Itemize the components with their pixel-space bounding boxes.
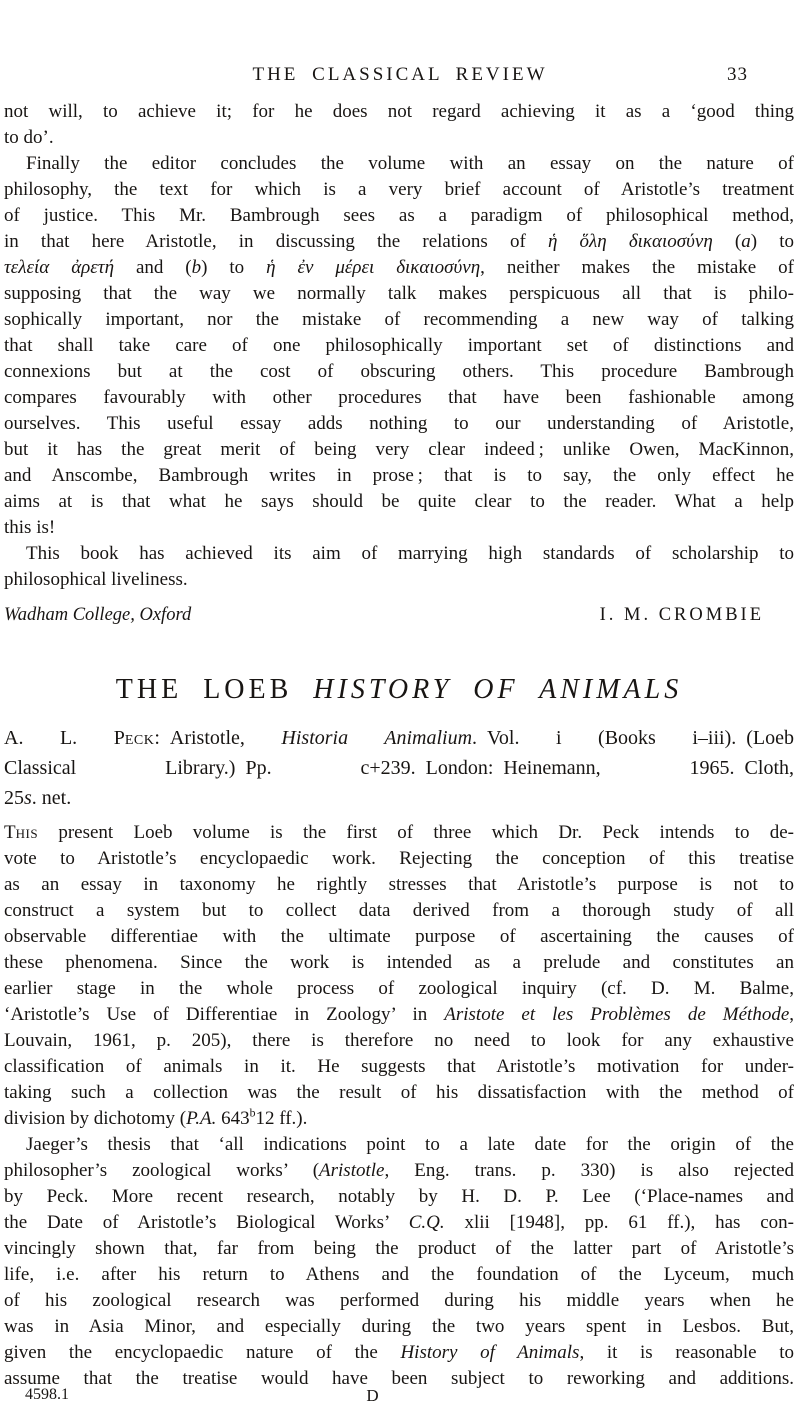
text-line: to do’. [4,127,54,148]
text-line: A. L. Peck: Aristotle, Historia Animalium. Vol. i (Books i–iii). (Loeb [4,727,795,749]
text-line: life, i.e. after his return to Athens and the foundation of the Lyceum, much [4,1264,794,1285]
text-line: observable differentiae with the ultimate purpose of ascertaining the causes of [4,926,794,947]
text-line: This present Loeb volume is the first of three which Dr. Peck intends to de- [4,822,794,843]
text-line: of his zoological research was performed during his middle years when he [4,1290,794,1311]
text-line: philosophical liveliness. [4,569,188,590]
text-line: vote to Aristotle’s encyclopaedic work. Rejecting the conception of this treatise [4,848,794,869]
text-line: supposing that the way we normally talk makes perspicuous all that is philo- [4,283,794,304]
text-line: by Peck. More recent research, notably by H. D. P. Lee (‘Place-names and [4,1186,794,1207]
text-line: taking such a collection was the result of his dissatisfaction with the method of [4,1082,794,1103]
reviewer-affiliation: Wadham College, Oxford [4,605,192,625]
text-line: was in Asia Minor, and especially during the two years spent in Lesbos. But, [4,1316,794,1337]
text-line: these phenomena. Since the work is intended as a prelude and constitutes an [4,952,794,973]
page-footer [0,1386,800,1406]
text-line: and Anscombe, Bambrough writes in prose ; that is to say, the only effect he [4,465,794,486]
text-line: philosophy, the text for which is a very brief account of Aristotle’s treatment [4,179,794,200]
text-line: philosopher’s zoological works’ (Aristotle, Eng. trans. p. 330) is also rejected [4,1160,794,1181]
section-title: THE LOEB HISTORY OF ANIMALS [115,674,683,705]
text-line: of justice. This Mr. Bambrough sees as a paradigm of philosophical method, [4,205,794,226]
text-line: in that here Aristotle, in discussing the relations of ἡ ὅλη δικαιοσύνη (a) to [4,231,795,252]
text-line: earlier stage in the whole process of zoological inquiry (cf. D. M. Balme, [4,978,794,999]
text-line: Classical Library.) Pp. c+239. London: Heinemann, 1965. Cloth, [4,757,794,779]
review-2-paragraph-1 [4,820,794,1132]
text-line: not will, to achieve it; for he does not regard achieving it as a ‘good thing [4,101,794,122]
text-line: ourselves. This useful essay adds nothing to our understanding of Aristotle, [4,413,794,434]
signature-mark: 4598.1 [25,1386,69,1403]
text-line: Finally the editor concludes the volume with an essay on the nature of [26,153,794,174]
text-line: Louvain, 1961, p. 205), there is therefore no need to look for any exhaustive [4,1030,794,1051]
page-number: 33 [727,64,748,85]
text-body [4,99,794,1392]
running-header [0,64,800,86]
text-line: that shall take care of one philosophically important set of distinctions and [4,335,794,356]
text-line: construct a system but to collect data derived from a thorough study of all [4,900,794,921]
journal-title: THE CLASSICAL REVIEW [252,64,548,85]
text-line: given the encyclopaedic nature of the History of Animals, it is reasonable to [4,1342,794,1363]
text-line: ‘Aristotle’s Use of Differentiae in Zoology’ in Aristote et les Problèmes de Méthode, [4,1004,795,1025]
text-line: assume that the treatise would have been subject to reworking and additions. [4,1368,794,1389]
text-line: classification of animals in it. He suggests that Aristotle’s motivation for under- [4,1056,794,1077]
text-line: this is! [4,517,56,538]
book-citation [4,723,794,813]
text-line: sophically important, nor the mistake of recommending a new way of talking [4,309,794,330]
review-1-paragraph-conclusion [4,541,794,593]
text-line: compares favourably with other procedures that have been fashionable among [4,387,794,408]
text-line: Jaeger’s thesis that ‘all indications point to a late date for the origin of the [26,1134,794,1155]
text-line: connexions but at the cost of obscuring others. This procedure Bambrough [4,361,794,382]
reviewer-signature [4,602,794,628]
text-line: division by dichotomy (P.A. 643$^b$12 ff.). [4,1106,308,1129]
printer-mark: D [366,1386,379,1405]
text-line: aims at is that what he says should be quite clear to the reader. What a help [4,491,794,512]
text-line: τελεία ἀρετή and (b) to ἡ ἐν μέρει δικαιοσύνη, neither makes the mistake of [4,257,794,278]
review-1-paragraph-continuation [4,99,794,151]
text-line: the Date of Aristotle’s Biological Works’ C.Q. xlii [1948], pp. 61 ff.), has con- [4,1212,795,1233]
text-line: vincingly shown that, far from being the product of the latter part of Aristotle’s [4,1238,794,1259]
text-line: This book has achieved its aim of marrying high standards of scholarship to [26,543,794,564]
review-1-paragraph-finally [4,151,794,541]
text-line: as an essay in taxonomy he rightly stresses that Aristotle’s purpose is not to [4,874,794,895]
text-line: but it has the great merit of being very clear indeed ; unlike Owen, MacKinnon, [4,439,794,460]
text-line: 25s. net. [4,787,72,809]
review-2-paragraph-2 [4,1132,794,1392]
reviewer-name: I. M. CROMBIE [599,605,764,625]
